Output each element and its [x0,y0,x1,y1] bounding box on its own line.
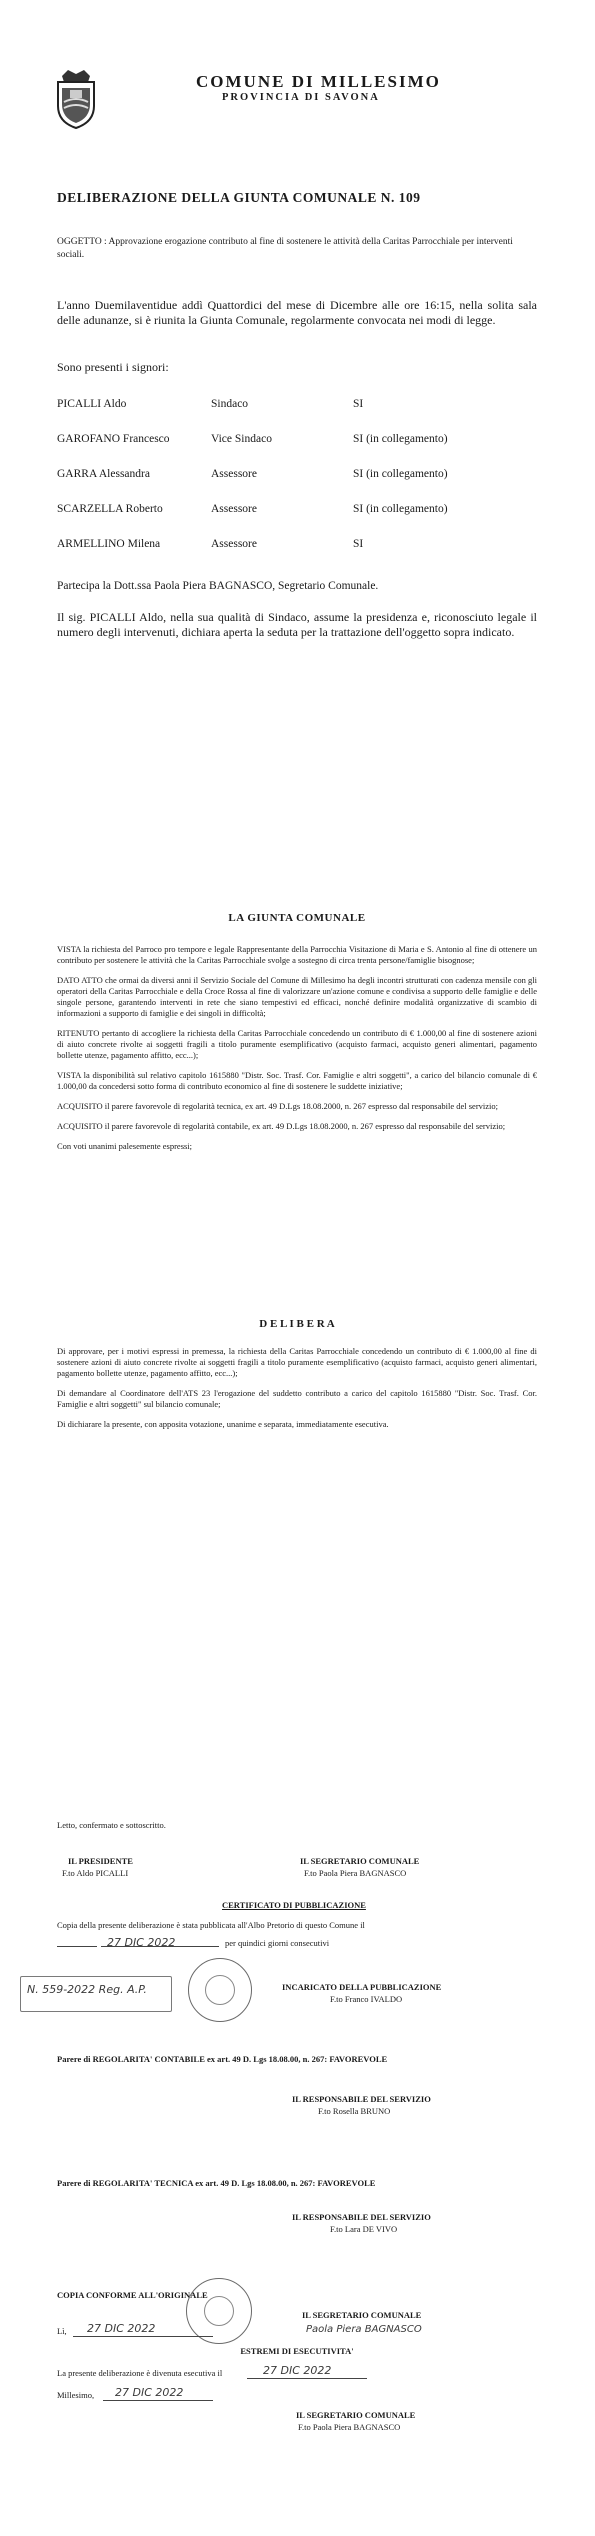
official-round-stamp [188,1958,252,2022]
consideration-item: ACQUISITO il parere favorevole di regolarità contabile, ex art. 49 D.Lgs 18.08.2000, n. 267 espresso dal responsabile del servizio; [57,1121,506,1131]
member-name: ARMELLINO Milena [57,538,161,550]
certificate-text: Copia della presente deliberazione è stata pubblicata all'Albo Pretorio di questo Comune il [57,1920,365,1930]
presidency-paragraph: Il sig. PICALLI Aldo, nella sua qualità di Sindaco, assume la presidenza e, riconosciuto legale il numero degli intervenuti, dichiara aperta la seduta per la trattazione dell'oggetto sopra indicato. [57,610,537,639]
certificate-date-stamp: 27 DIC 2022 [107,1936,176,1949]
tecnica-opinion: Parere di REGOLARITA' TECNICA ex art. 49 D. Lgs 18.08.00, n. 267: FAVOREVOLE [57,2178,376,2188]
decision-item: Di demandare al Coordinatore dell'ATS 23 l'erogazione del suddetto contributo a carico del capitolo 1615880 "Distr. Soc. Trasf. Cor. Famiglie e altri soggetti" sul bilancio comunale; [57,1388,537,1409]
president-name: F.to Aldo PICALLI [62,1868,129,1878]
decision-item: Di approvare, per i motivi espressi in premessa, la richiesta della Caritas Parrocchiale concedendo un contributo di € 1.000,00 al fine di sostenere azioni di aiuto concrete rivolte ai soggetti fragili a titolo puramente esemplificativo (acquisto farmaci, acquisto generi alimentari, pagamento bollette utenze, pagamento affitto, ecc...); [57,1346,537,1378]
member-name: SCARZELLA Roberto [57,503,163,515]
consideration-item: RITENUTO pertanto di accogliere la richiesta della Caritas Parrocchiale concedendo un contributo di € 1.000,00 al fine di sostenere azioni di aiuto concrete rivolte ai soggetti fragili a titolo puramente esemplificativo (acquisto farmaci, acquisto generi alimentari, pagamento bollette utenze, pagamento affitto, ecc...); [57,1028,537,1060]
executivity-line: La presente deliberazione è divenuta esecutiva il 27 DIC 2022 [57,2364,457,2384]
executivity-title: ESTREMI DI ESECUTIVITA' [240,2346,354,2356]
final-secretary-name: F.to Paola Piera BAGNASCO [298,2422,401,2432]
secretary-name: F.to Paola Piera BAGNASCO [304,1868,407,1878]
certificate-title: CERTIFICATO DI PUBBLICAZIONE [222,1900,366,1910]
registration-stamp: N. 559-2022 Reg. A.P. [20,1976,172,2012]
member-status: SI [353,538,364,550]
member-role: Assessore [211,538,257,550]
delibera-heading: D E L I B E R A [259,1318,335,1330]
tecnica-responsible-name: F.to Lara DE VIVO [330,2224,398,2234]
province-subtitle: PROVINCIA DI SAVONA [222,92,380,103]
intro-paragraph: L'anno Duemilaventidue addì Quattordici del mese di Dicembre alle ore 16:15, nella solita sala delle adunanze, si è riunita la Giunta Comunale, regolarmente convocata nei modi di legge. [57,298,537,327]
copy-secretary-title: IL SEGRETARIO COMUNALE [302,2310,422,2320]
incaricato-name: F.to Franco IVALDO [330,1994,403,2004]
consideration-item: VISTA la disponibilità sul relativo capitolo 1615880 "Distr. Soc. Trasf. Cor. Famiglie e altri soggetti", a carico del bilancio comunale di € 1.000,00 da concedersi sotto forma di contributo economico al fine di sostenere le suddette iniziative; [57,1070,537,1091]
place-date-stamp: 27 DIC 2022 [115,2386,184,2399]
member-role: Vice Sindaco [211,433,272,445]
member-status: SI [353,398,364,410]
place-date-line: Millesimo, 27 DIC 2022 [57,2386,317,2406]
present-label: Sono presenti i signori: [57,360,169,374]
giunta-heading: LA GIUNTA COMUNALE [228,912,366,924]
member-name: GAROFANO Francesco [57,433,170,445]
consideration-item: DATO ATTO che ormai da diversi anni il Servizio Sociale del Comune di Millesimo ha degli incontri strutturati con cadenza mensile con gli operatori della Caritas Parrocchiale e della Croce Rossa al fine di valorizzare un'azione comune e condivisa a supporto delle famiglie e delle singole persone, garantendo interventi in rete che siano tempestivi ed efficaci, nonché definire modalità organizzative di scambio di informazioni a supporto di famiglie e dei singoli in difficoltà; [57,975,537,1018]
consideration-item: VISTA la richiesta del Parroco pro tempore e legale Rappresentante della Parrocchia Visitazione di Maria e S. Antonio al fine di ottenere un contributo per sostenere le attività che la Caritas Parrocchiale svolge a sostegno di circa trenta persone/famiglie bisognose; [57,944,537,965]
final-secretary-title: IL SEGRETARIO COMUNALE [296,2410,416,2420]
contabile-responsible-name: F.to Rosella BRUNO [318,2106,391,2116]
contabile-responsible-title: IL RESPONSABILE DEL SERVIZIO [292,2094,431,2104]
member-status: SI (in collegamento) [353,433,448,445]
copy-title: COPIA CONFORME ALL'ORIGINALE [57,2290,208,2300]
contabile-opinion: Parere di REGOLARITA' CONTABILE ex art. 49 D. Lgs 18.08.00, n. 267: FAVOREVOLE [57,2054,388,2064]
consideration-item: Con voti unanimi palesemente espressi; [57,1141,193,1151]
decision-item: Di dichiarare la presente, con apposita votazione, unanime e separata, immediatamente esecutiva. [57,1419,389,1429]
certificate-suffix: per quindici giorni consecutivi [225,1938,330,1948]
member-status: SI (in collegamento) [353,468,448,480]
member-name: PICALLI Aldo [57,398,127,410]
member-role: Sindaco [211,398,249,410]
read-confirmed: Letto, confermato e sottoscritto. [57,1820,166,1830]
president-title: IL PRESIDENTE [68,1856,133,1866]
considerations-list [57,944,537,1161]
incaricato-title: INCARICATO DELLA PUBBLICAZIONE [282,1982,442,1992]
oggetto-text: OGGETTO : Approvazione erogazione contributo al fine di sostenere le attività della Caritas Parrocchiale per interventi sociali. [57,237,513,260]
member-status: SI (in collegamento) [353,503,448,515]
member-role: Assessore [211,468,257,480]
certificate-date-line [57,1936,537,1956]
decisions-list [57,1346,537,1439]
municipality-title: COMUNE DI MILLESIMO [196,72,441,91]
secretary-title: IL SEGRETARIO COMUNALE [300,1856,420,1866]
coat-of-arms-logo [52,68,100,130]
member-role: Assessore [211,503,257,515]
member-name: GARRA Alessandra [57,468,150,480]
executivity-date-stamp: 27 DIC 2022 [263,2364,332,2377]
copy-secretary-signature: Paola Piera BAGNASCO [306,2324,422,2335]
copy-date-stamp: 27 DIC 2022 [87,2322,156,2335]
consideration-item: ACQUISITO il parere favorevole di regolarità tecnica, ex art. 49 D.Lgs 18.08.2000, n. 267 espresso dal responsabile del servizio; [57,1101,499,1111]
deliberation-title: DELIBERAZIONE DELLA GIUNTA COMUNALE N. 109 [57,190,421,205]
secretary-participation: Partecipa la Dott.ssa Paola Piera BAGNASCO, Segretario Comunale. [57,580,379,592]
copy-date-line: Lì, 27 DIC 2022 [57,2322,277,2342]
tecnica-responsible-title: IL RESPONSABILE DEL SERVIZIO [292,2212,431,2222]
